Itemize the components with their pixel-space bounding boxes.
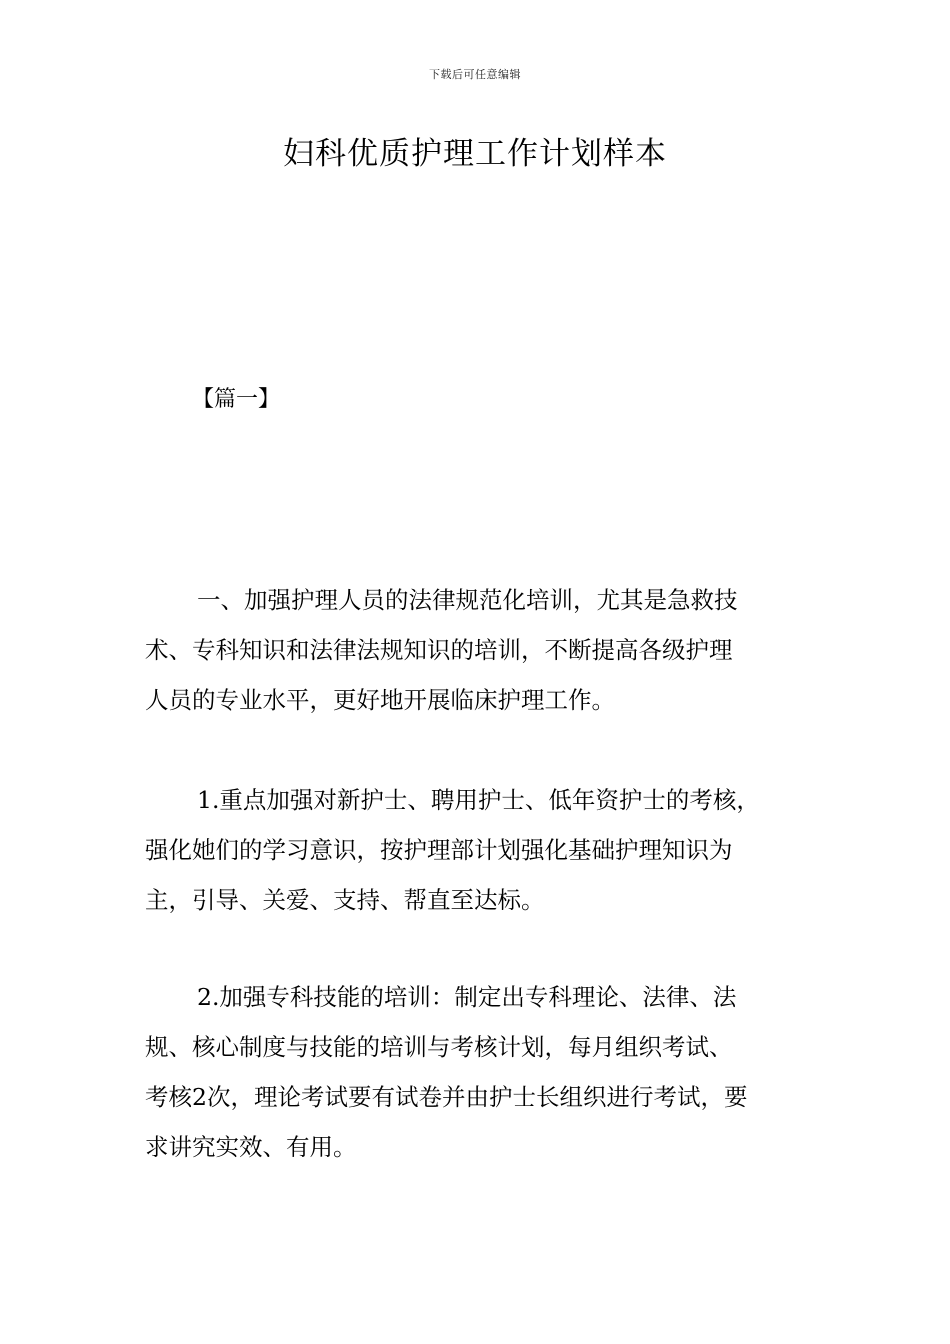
paragraph-line: 求讲究实效、有用。 — [145, 1133, 357, 1161]
paragraph — [145, 972, 810, 1172]
paragraph-line: 人员的专业水平，更好地开展临床护理工作。 — [145, 686, 615, 714]
paragraph-line: 2.加强专科技能的培训：制定出专科理论、法律、法 — [197, 983, 737, 1011]
paragraph-line: 考核2次，理论考试要有试卷并由护士长组织进行考试，要 — [145, 1083, 748, 1111]
paragraph-line: 一、加强护理人员的法律规范化培训，尤其是急救技 — [197, 586, 738, 614]
paragraph-line: 术、专科知识和法律法规知识的培训，不断提高各级护理 — [145, 636, 733, 664]
header-note: 下载后可任意编辑 — [429, 68, 521, 81]
document-title: 妇科优质护理工作计划样本 — [283, 136, 667, 172]
paragraph-line: 强化她们的学习意识，按护理部计划强化基础护理知识为 — [145, 836, 733, 864]
paragraph — [145, 775, 810, 925]
paragraph — [145, 575, 810, 725]
paragraph-line: 1.重点加强对新护士、聘用护士、低年资护士的考核， — [197, 786, 760, 814]
paragraph-line: 主，引导、关爱、支持、帮直至达标。 — [145, 886, 545, 914]
section-label: 【篇一】 — [192, 387, 281, 412]
paragraph-line: 规、核心制度与技能的培训与考核计划，每月组织考试、 — [145, 1033, 733, 1061]
